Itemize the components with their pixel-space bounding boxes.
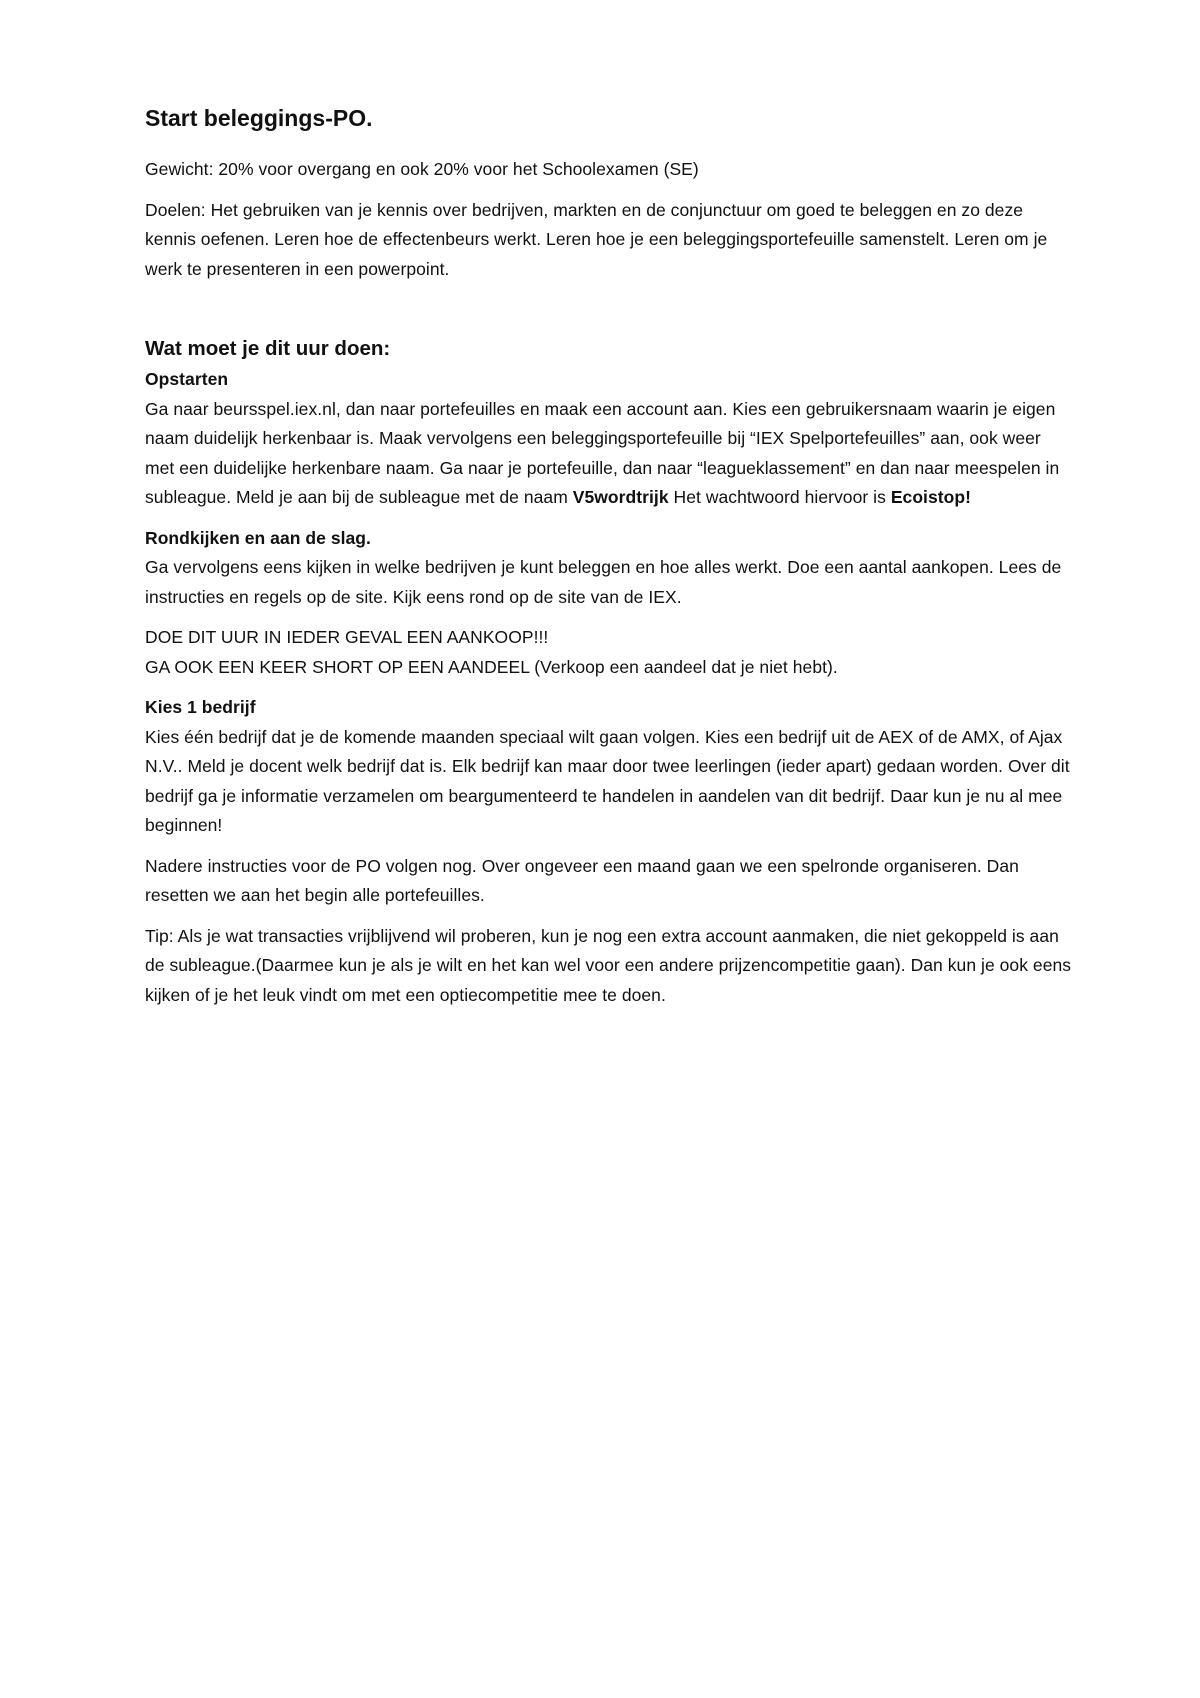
rondkijken-text: Ga vervolgens eens kijken in welke bedrijven je kunt beleggen en hoe alles werkt. Doe een aantal aankopen. Lees de instructies en regels op de site. Kijk eens rond op de site van de IEX. — [145, 557, 1062, 607]
opstarten-text-middle: Het wachtwoord hiervoor is — [668, 487, 891, 507]
spacer — [145, 295, 1075, 335]
rondkijken-paragraph — [145, 524, 1075, 613]
goals-paragraph: Doelen: Het gebruiken van je kennis over bedrijven, markten en de conjunctuur om goed te beleggen en zo deze kennis oefenen. Leren hoe de effectenbeurs werkt. Leren hoe je een beleggingsportefeuille samenstelt. Leren om je werk te presenteren in een powerpoint. — [145, 199, 1048, 279]
opstarten-heading: Opstarten — [145, 369, 229, 389]
nadere-paragraph: Nadere instructies voor de PO volgen nog. Over ongeveer een maand gaan we een spelronde organiseren. Dan resetten we aan het begin alle portefeuilles. — [145, 855, 1019, 905]
bedrijf-paragraph — [145, 693, 1075, 841]
weight-paragraph: Gewicht: 20% voor overgang en ook 20% voor het Schoolexamen (SE) — [145, 159, 699, 179]
document-content — [145, 103, 1075, 1021]
subleague-password: Ecoistop! — [890, 487, 971, 507]
opstarten-text: Ga naar beursspel.iex.nl, dan naar portefeuilles en maak een account aan. Kies een gebruikersnaam waarin je eigen naam duidelijk herkenbaar is. Maak vervolgens een beleggingsportefeuille bij “IEX Spelportefeuilles” aan, ook weer met een duidelijke herkenbare naam. Ga naar je portefeuille, dan naar “leagueklassement” en dan naar meespelen in subleague. Meld je aan bij de subleague met de naam — [145, 398, 1060, 507]
bedrijf-heading: Kies 1 bedrijf — [145, 697, 256, 717]
notice-line-1: DOE DIT UUR IN IEDER GEVAL EEN AANKOOP!!! — [145, 627, 549, 647]
section-heading-todo: Wat moet je dit uur doen: — [145, 337, 391, 360]
rondkijken-heading: Rondkijken en aan de slag. — [145, 527, 371, 548]
tip-paragraph: Tip: Als je wat transacties vrijblijvend wil proberen, kun je nog een extra account aanmaken, die niet gekoppeld is aan de subleague.(Daarmee kun je als je wilt en het kan wel voor een andere prijzencompetitie gaan). Dan kun je ook eens kijken of je het leuk vindt om met een optiecompetitie mee te doen. — [145, 925, 1072, 1005]
bedrijf-text: Kies één bedrijf dat je de komende maanden speciaal wilt gaan volgen. Kies een bedrijf uit de AEX of de AMX, of Ajax N.V.. Meld je docent welk bedrijf dat is. Elk bedrijf kan maar door twee leerlingen (ieder apart) gedaan worden. Over dit bedrijf ga je informatie verzamelen om beargumenteerd te handelen in aandelen van dit bedrijf. Daar kun je nu al mee beginnen! — [145, 726, 1070, 835]
subleague-name: V5wordtrijk — [572, 487, 669, 507]
opstarten-paragraph — [145, 365, 1075, 513]
notice-line-2: GA OOK EEN KEER SHORT OP EEN AANDEEL (Verkoop een aandeel dat je niet hebt). — [145, 656, 838, 677]
document-title: Start beleggings-PO. — [145, 105, 373, 131]
notice-paragraph — [145, 623, 1075, 682]
